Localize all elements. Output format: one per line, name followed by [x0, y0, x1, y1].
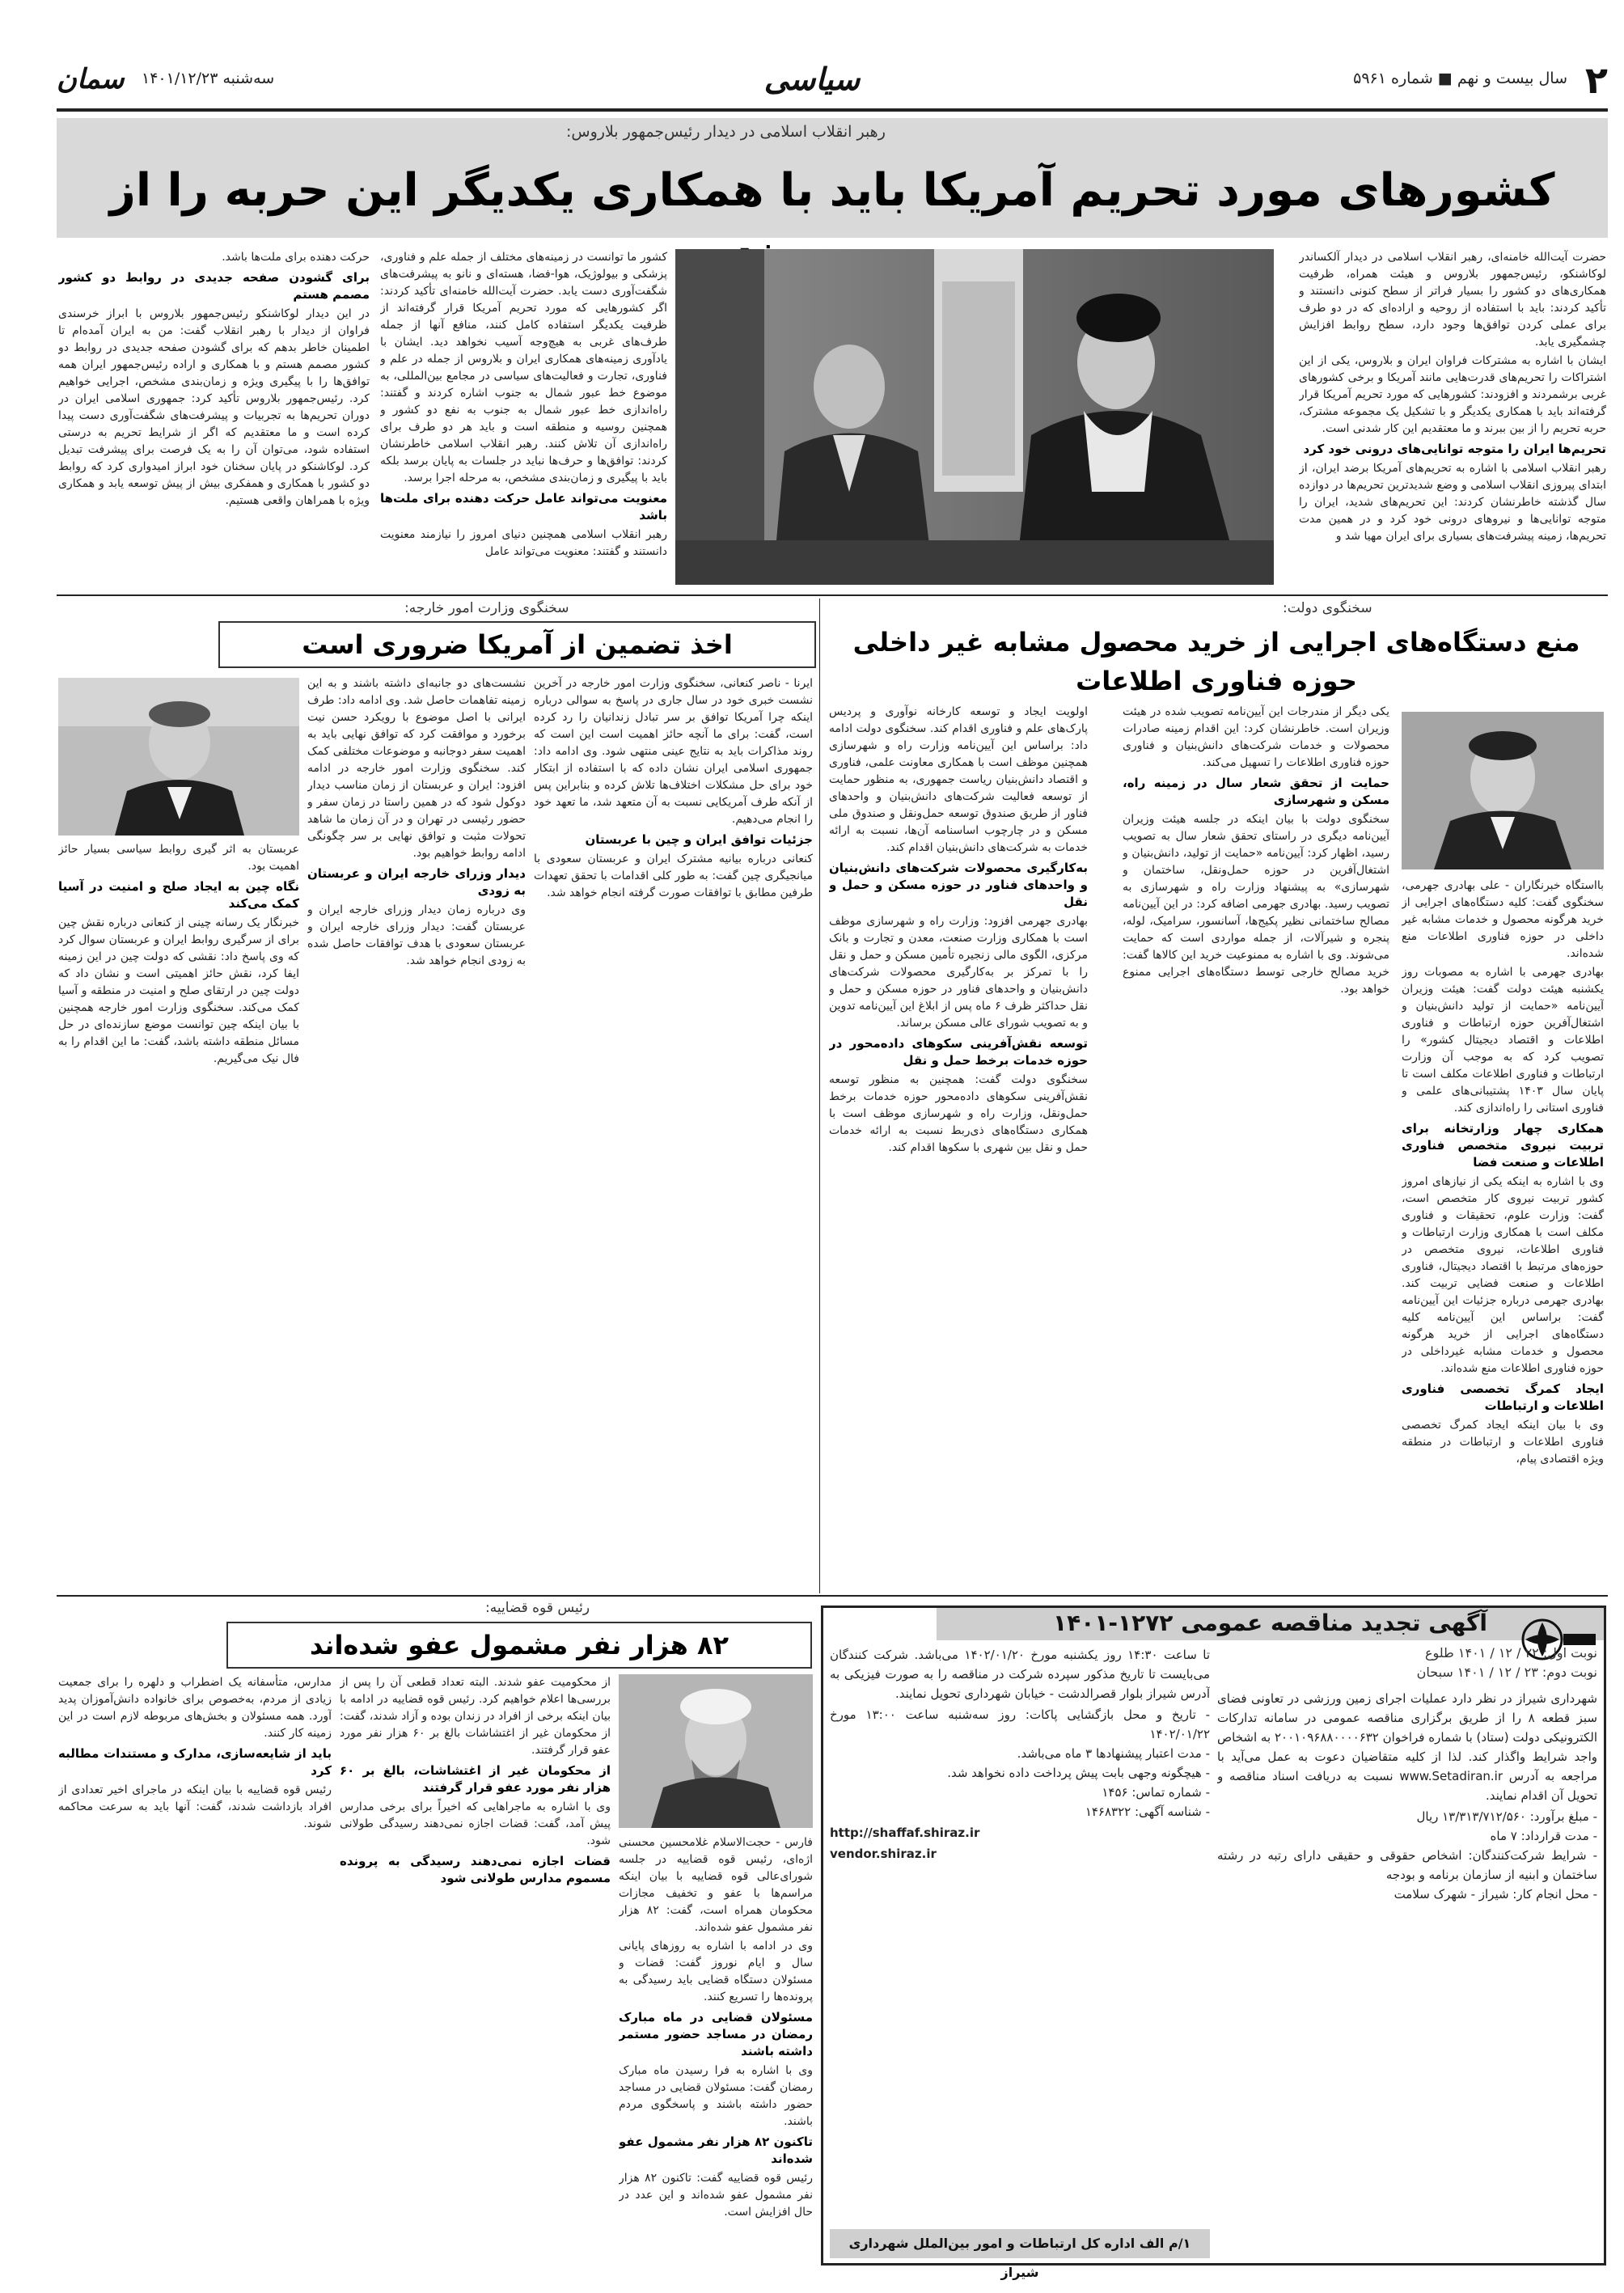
subheading: جزئیات توافق ایران و چین با عربستان [585, 832, 813, 847]
subheading: ایجاد کمرگ تخصصی فناوری اطلاعات و ارتباطات [1402, 1381, 1604, 1413]
subheading: باید از شایعه‌سازی، مدارک و مستندات مطالبه کرد [58, 1746, 332, 1778]
spokesman-col-b [1123, 704, 1389, 1589]
judiciary-col-b [340, 1674, 611, 2261]
paragraph: ایشان با اشاره به مشترکات فراوان ایران و بلاروس، یکی از این اشتراکات را تحریم‌های قدرت‌هایی مانند آمریکا و برخی کشورهای غربی برشمردند و افزودند: کشورهایی که مورد تحریم آمریکا قرار گرفته‌اند باید با همکاری یکدیگر و با تشکیل یک مجموعه مشترک، حربه تحریم را از بین ببرند و ما معتقدیم این کار شدنی است. [1299, 354, 1606, 435]
headline-line: منع دستگاه‌های اجرایی از خرید محصول مشابه غیر داخلی [852, 627, 1580, 658]
paragraph: مدارس، متأسفانه یک اضطراب و دلهره را برای جمعیت زیادی از مردم، به‌خصوص برای خانواده دانش‌آموزان پدید آورد. همه مسئولان و بخش‌های مربوطه لازم است در این زمینه کار کنند. [58, 1676, 332, 1740]
foreign-col-a [534, 675, 813, 1589]
subheading: توسعه نقش‌آفرینی سکوهای داده‌محور در حوزه خدمات برخط حمل و نقل [829, 1036, 1088, 1068]
paragraph: وی در ادامه با اشاره به روزهای پایانی سال و ایام نوروز گفت: قضات و مسئولان دستگاه قضایی باید رسیدگی به پرونده‌ها را تسریع کنند. [619, 1940, 813, 2003]
ad-col-right [1217, 1689, 1597, 2255]
paragraph: شهرداری شیراز در نظر دارد عملیات اجرای زمین ورزشی در تعاونی فضای سبز قطعه ۸ را از طریق برگزاری مناقصه عمومی در سامانه تدارکات الکترونیکی دولت (ستاد) با شماره فراخوان ۲۰۰۱۰۹۶۸۸۰۰۰۰۶۳۲ به اشخاص واجد شرایط واگذار کند. لذا از کلیه متقاضیان دعوت به عمل می‌آید با مراجعه به آدرس www.Setadiran.ir نسبت به دریافت اسناد مناقصه و تحویل آن اقدام نمایند. [1217, 1691, 1597, 1803]
section-divider [57, 1595, 1608, 1597]
paragraph: حضرت آیت‌الله خامنه‌ای، رهبر انقلاب اسلامی در دیدار آلکساندر لوکاشنکو، رئیس‌جمهور بلاروس و هیئت همراه، ظرفیت همکاری‌های دو کشور را بسیار فراتر از سطح کنونی دانستند و تأکید کردند: باید با استفاده از روحیه و اراده‌ای که در دو طرف برای عملی کردن توافق‌ها وجود دارد، سطح روابط افزایش چشمگیری یابد. [1299, 251, 1606, 349]
ad-items: - مبلغ برآورد: ۱۳/۳۱۳/۷۱۲/۵۶۰ ریال - مدت قرارداد: ۷ ماه - شرایط شرکت‌کنندگان: اشخاص حقوقی و حقیقی دارای رتبه در رشته ساختمان و ابنیه از سازمان برنامه و بودجه - محل انجام کار: شیراز - شهرک سلامت [1217, 1809, 1597, 1902]
ad-col-left [830, 1645, 1210, 2195]
subheading: دیدار وزرای خارجه ایران و عربستان به زودی [307, 866, 526, 898]
newspaper-logo: سمان [57, 63, 125, 95]
paragraph: عربستان به اثر گیری روابط سیاسی بسیار حائز اهمیت بود. [58, 843, 299, 873]
paragraph: خبرنگار یک رسانه چینی از کنعانی درباره نقش چین برای از سرگیری روابط ایران و عربستان سوال کرد که وی پاسخ داد: نقشی که دولت چین در این زمینه ایفا کرد، نقش حائز اهمیتی است و نشان داد که دولت چین در ارتقای صلح و امنیت در منطقه و آسیا کمک می‌کند. سخنگوی وزارت امور خارجه همچنین با بیان اینکه چین توانست موضع سازنده‌ای در حل مسائل منطقه داشته باشد، گفت: ما این اقدام را به فال نیک می‌گیریم. [58, 916, 299, 1065]
section-title: سیاسی [763, 61, 861, 97]
ad-url-link[interactable]: vendor.shiraz.ir [830, 1847, 937, 1861]
ad-footer-text: اداره کل ارتباطات و امور بین‌الملل شهرداری شیراز [848, 2236, 1136, 2280]
top-article-kicker: رهبر انقلاب اسلامی در دیدار رئیس‌جمهور بلاروس: [566, 123, 886, 141]
spokesman-headline [833, 623, 1600, 700]
section-divider [57, 594, 1608, 596]
tender-ad [821, 1606, 1606, 2280]
spokesman-col-c [829, 704, 1088, 1589]
subheading: قضات اجازه نمی‌دهند رسیدگی به پرونده مسموم مدارس طولانی شود [340, 1854, 611, 1885]
issue-info: سال بیست و نهم ■ شماره ۵۹۶۱ [1353, 70, 1567, 87]
page-number: ۲ [1584, 58, 1608, 102]
paragraph: وی درباره زمان دیدار وزرای خارجه ایران و عربستان گفت: دیدار وزرای خارجه ایران و عربستان سعودی با هدف توافقات حاصل شده به زودی انجام خواهد شد. [307, 903, 526, 967]
ad-footer-code: ۱/م الف [1139, 2236, 1191, 2251]
ad-title: آگهی تجدید مناقصه عمومی ۱۲۷۲-۱۴۰۱ [1053, 1610, 1487, 1636]
paragraph: وی با اشاره به اینکه یکی از نیازهای امروز کشور تربیت نیروی کار متخصص است، گفت: وزارت علوم، تحقیقات و فناوری مکلف است با همکاری وزارت ارتباطات و فناوری اطلاعات، نیروی متخصص در حوزه‌های مرتبط با اقتصاد دیجیتال، فناوری اطلاعات و صنعت فضایی تربیت کند. بهادری جهرمی درباره جزئیات این آیین‌نامه گفت: براساس این آیین‌نامه کلیه دستگاه‌های اجرایی از خرید هرگونه محصول و خدمات مشابه غیرداخلی در حوزه فناوری اطلاعات منع شده‌اند. [1402, 1175, 1604, 1375]
judiciary-col-c [58, 1674, 332, 2261]
issue-date: سه‌شنبه ۱۴۰۱/۱۲/۲۳ [142, 70, 275, 87]
top-article-headline: کشورهای مورد تحریم آمریکا باید با همکاری یکدیگر این حربه را از [109, 164, 1555, 217]
ad-items: - تاریخ و محل بازگشایی پاکات: روز سه‌شنبه ساعت ۱۳:۰۰ مورخ ۱۴۰۲/۰۱/۲۲ - مدت اعتبار پیشنهادها ۳ ماه می‌باشد. - هیچگونه وجهی بابت پیش پرداخت داده نخواهد شد. - شماره تماس: ۱۴۵۶ - شناسه آگهی: ۱۴۶۸۳۲۲ [830, 1707, 1210, 1819]
paragraph: سخنگوی دولت با بیان اینکه در جلسه هیئت وزیران آیین‌نامه دیگری در راستای تحقق شعار سال به تصویب رسید، اظهار کرد: آیین‌نامه «حمایت از تولید، دانش‌بنیان و اشتغال‌آفرین در حوزه حمل‌ونقل، ساختمان و شهرسازی» به پیشنهاد وزارت راه و شهرسازی به تصویب رسید. بهادری جهرمی اضافه کرد: در این آیین‌نامه مصالح ساختمانی نظیر پکیج‌ها، آسانسور، سرامیک، لوله، پنجره و شیرآلات، از جمله مواردی است که حمایت می‌شوند. وی با اشاره به ممنوعیت خرید این کالاها گفت: خرید مصالح خارجی توسط دستگاه‌های اجرایی ممنوع خواهد بود. [1123, 813, 1389, 996]
paragraph: سخنگوی دولت گفت: همچنین به منظور توسعه نقش‌آفرینی سکوهای داده‌محور حوزه خدمات برخط حمل‌ونقل، وزارت راه و شهرسازی موظف است با همکاری دستگاه‌های ذی‌ربط نسبت به ارائه خدمات حمل و نقل بین شهری با سکوها اقدام کند. [829, 1073, 1088, 1154]
spokesman-photo [1402, 712, 1604, 869]
paragraph: تا ساعت ۱۴:۳۰ روز یکشنبه مورخ ۱۴۰۲/۰۱/۲۰ می‌باشد. شرکت کنندگان می‌بایست تا تاریخ مذکور سپرده شرکت در مناقصه را به صورت فیزیکی به آدرس شیراز بلوار قصرالدشت - خیابان شهرداری تحویل نمایند. [830, 1648, 1210, 1701]
subheading: مسئولان قضایی در ماه مبارک رمضان در مساجد حضور مستمر داشته باشند [619, 2010, 813, 2058]
top-article-col-mid [380, 249, 667, 589]
subheading: معنویت می‌تواند عامل حرکت دهنده برای ملت‌ها باشد [380, 491, 667, 522]
spokesman-col-a [1402, 878, 1604, 1589]
judiciary-kicker: رئیس قوه قضاییه: [485, 1600, 590, 1616]
judiciary-chief-photo [619, 1674, 813, 1828]
ad-turn-2: نوبت دوم: ۲۳ / ۱۲ / ۱۴۰۱ سبحان [1416, 1665, 1597, 1680]
paragraph: وی با اشاره به فرا رسیدن ماه مبارک رمضان گفت: مسئولان قضایی در مساجد حضور داشته باشند و پاسخگوی مردم باشند. [619, 2064, 813, 2128]
paragraph: کنعانی درباره بیانیه مشترک ایران و عربستان سعودی با میانجیگری چین گفت: به طور کلی اقدامات با تحقق تعهدات طرفین مطابق با توافقات صورت گرفته انجام خواهد شد. [534, 852, 813, 899]
leaders-meeting-photo [675, 249, 1274, 585]
subheading: تحریم‌ها ایران را متوجه توانایی‌های درونی خود کرد [1303, 442, 1606, 456]
judiciary-col-a [619, 1834, 813, 2259]
paragraph: فارس - حجت‌الاسلام غلامحسین محسنی اژه‌ای، رئیس قوه قضاییه در جلسه شورای‌عالی قوه قضاییه با بیان اینکه مراسم‌ها با عفو و تخفیف مجازات محکومان همراه است، گفت: ۸۲ هزار نفر مشمول عفو شده‌اند. [619, 1836, 813, 1934]
ad-turn-1: نوبت اول: ۲۲ / ۱۲ / ۱۴۰۱ طلوع [1424, 1645, 1597, 1661]
foreign-kicker: سخنگوی وزارت امور خارجه: [404, 600, 569, 616]
headline-line: حوزه فناوری اطلاعات [1076, 666, 1357, 696]
paragraph: نشست‌های دو جانبه‌ای داشته باشند و به این زمینه تفاهمات حاصل شد. وی ادامه داد: طرف ایرانی با اصل موضوع با رویکرد حسن نیت برخورد و موافقت کرد که توافق نهایی باید به اهمیت سفر دوجانبه و موضوعات مختلفی کمک کند. سخنگوی وزارت امور خارجه در ادامه افزود: ایران و عربستان از زمان مناسب دیدار دوکول شود که در همین راستا در زمان سفر و حضور رئیسی در تهران و در آن زمان ما شاهد تحولات مثبت و توافق نهایی بر سر چگونگی ادامه روابط خواهیم بود. [307, 677, 526, 860]
subheading: همکاری چهار وزارتخانه برای تربیت نیروی متخصص فناوری اطلاعات و صنعت فضا [1402, 1121, 1604, 1170]
paragraph: در این دیدار لوکاشنکو رئیس‌جمهور بلاروس با ابراز خرسندی فراوان از دیدار با رهبر انقلاب گفت: من به ایران آمده‌ام تا اطمینان خاطر بدهم که برای گشودن صفحه جدیدی در روابط دو کشور مصمم هستم و با همکاری و اراده رئیس‌جمهور ایران همه توافق‌ها را با پیگیری ویژه و زمان‌بندی مشخص، اجرایی خواهیم کرد. رئیس‌جمهور بلاروس تأکید کرد: جمهوری اسلامی ایران در دوران تحریم‌ها به تجربیات و پیشرفت‌های شگفت‌آوری دست پیدا کرده است و ما معتقدیم که اگر از شرایط تحریم به درستی استفاده شود، می‌توان آن را به یک فرصت برای پیشرفت تبدیل کرد. لوکاشنکو در پایان سخنان خود ابراز امیدواری کرد که روابط دو کشور با همکاری و همفکری بیش از پیش توسعه یابد و همکاری ویژه با همراهان واقعی هستیم. [58, 307, 370, 507]
foreign-headline: اخذ تضمین از آمریکا ضروری است [218, 621, 816, 668]
paragraph: یکی دیگر از مندرجات این آیین‌نامه تصویب شده در هیئت وزیران است. خاطرنشان کرد: این اقدام زمینه صادرات محصولات و خدمات شرکت‌های دانش‌بنیان و فناوری حوزه فناوری اطلاعات را تسهیل می‌کند. [1123, 705, 1389, 769]
ad-url-link[interactable]: http://shaffaf.shiraz.ir [830, 1826, 980, 1840]
foreign-col-c [58, 841, 299, 1589]
paragraph: رهبر انقلاب اسلامی با اشاره به تحریم‌های آمریکا برضد ایران، از ابتدای پیروزی انقلاب اسلامی و وضع شدیدترین تحریم‌ها در دوازده سال گذشته خاطرنشان کردند: این تحریم‌های شدید، ایران را متوجه توانایی‌ها و نیروهای درونی خود کرد و در همین مدت تحریم‌ها، زمینه پیشرفت‌های بسیاری برای ایران مهیا شد و [1299, 462, 1606, 543]
paragraph: اولویت ایجاد و توسعه کارخانه نوآوری و پردیس پارک‌های علم و فناوری اقدام کند. سخنگوی دولت ادامه داد: براساس این آیین‌نامه وزارت راه و شهرسازی همچنین موظف است با همکاری معاونت علمی، فناوری و اقتصاد دانش‌بنیان ریاست جمهوری، به منظور حمایت از توسعه فعالیت شرکت‌های دانش‌بنیان و واحدهای فناور از طریق صندوق توسعه حمل‌ونقل و صندوق ملی مسکن و در چارچوب اساسنامه آن‌ها، نسبت به ارائه خدمات به شرکت‌های دانش‌بنیان اقدام کند. [829, 705, 1088, 854]
foreign-spokesman-photo [58, 678, 299, 836]
paragraph: حرکت دهنده برای ملت‌ها باشد. [222, 251, 370, 264]
foreign-col-b [307, 675, 526, 1589]
paragraph: وی با اشاره به ماجراهایی که اخیراً برای برخی مدارس پیش آمد، گفت: قضات اجازه نمی‌دهند رسیدگی طولانی شود. [340, 1800, 611, 1847]
paragraph: رهبر انقلاب اسلامی همچنین دنیای امروز را نیازمند معنویت دانستند و گفتند: معنویت می‌تواند عامل [380, 528, 667, 558]
paragraph: وی با بیان اینکه ایجاد کمرگ تخصصی فناوری اطلاعات و ارتباطات در منطقه ویژه اقتصادی پیام، [1402, 1419, 1604, 1466]
paragraph: رئیس قوه قضاییه گفت: تاکنون ۸۲ هزار نفر مشمول عفو شده‌اند و این عدد در حال افزایش است. [619, 2172, 813, 2219]
subheading: به‌کارگیری محصولات شرکت‌های دانش‌بنیان و واحدهای فناور در حوزه مسکن و حمل و نقل [829, 861, 1088, 909]
paragraph: کشور ما توانست در زمینه‌های مختلف از جمله علم و فناوری، پزشکی و بیولوژیک، هوا-فضا، هسته‌ای و نانو به پیشرفت‌های شگفت‌آوری دست یابد. حضرت آیت‌الله خامنه‌ای تأکید کردند: اگر کشورهایی که مورد تحریم آمریکا قرار گرفته‌اند از ظرفیت یکدیگر استفاده کامل کنند، منافع آنها از جمله طرف‌های غربی به هیچ‌وجه آسیب نخواهد دید. ایشان با یادآوری زمینه‌های همکاری ایران و بلاروس از جمله در علم و فناوری، تجارت و فعالیت‌های سیاسی در مجامع بین‌المللی، به موضوع خط عبور شمال به جنوب اشاره کردند و گفتند: راه‌اندازی خط عبور شمال به جنوب به نفع دو کشور و همچنین روسیه و منطقه است و باید هر دو طرف برای راه‌اندازی آن تلاش کنند. رهبر انقلاب اسلامی خاطرنشان کردند: توافق‌ها و حرف‌ها نباید در جلسات به پایان برسد بلکه باید با پیگیری و زمان‌بندی مشخص، به مرحله اجرا برسد. [380, 251, 667, 484]
subheading: از محکومان غیر از اغتشاشات، بالغ بر ۶۰ هزار نفر مورد عفو قرار گرفتند [340, 1763, 611, 1795]
paragraph: بهادری جهرمی افزود: وزارت راه و شهرسازی موظف است با همکاری وزارت صنعت، معدن و تجارت و بانک مرکزی، الگوی مالی زنجیره تأمین مسکن و حمل و نقل را با تمرکز بر به‌کارگیری محصولات شرکت‌های دانش‌بنیان و واحدهای فناور در حوزه مسکن و حمل و نقل حداکثر ظرف ۶ ماه پس از ابلاغ این آیین‌نامه تدوین و به تصویب شورای عالی مسکن برساند. [829, 915, 1088, 1030]
top-article-col-left [58, 249, 370, 589]
subheading: حمایت از تحقق شعار سال در زمینه راه، مسکن و شهرسازی [1123, 776, 1389, 807]
judiciary-headline: ۸۲ هزار نفر مشمول عفو شده‌اند [226, 1622, 812, 1669]
column-divider [819, 599, 820, 1593]
paragraph: ایرنا - ناصر کنعانی، سخنگوی وزارت امور خارجه در آخرین نشست خبری خود در سال جاری در پاسخ به سوالی درباره اینکه چرا آمریکا توافق بر سر تبادل زندانیان را رد کرده است، گفت: برای ما آنچه حائز اهمیت است این است که روند مذاکرات باید به نتایج عینی منتهی شود. وی ادامه داد: جمهوری اسلامی ایران نشان داده که با استفاده از ابتکار خود برای حل مشکلات اختلاف‌ها تلاش کرده و بنابراین پس از آنکه طرف آمریکایی نسبت به آن متعهد شد، ما تعهد خود را انجام می‌دهیم. [534, 677, 813, 826]
subheading: نگاه چین به ایجاد صلح و امنیت در آسیا کمک می‌کند [58, 879, 299, 911]
top-article-col-right [1299, 249, 1606, 589]
paragraph: بااستگاه خبرنگاران - علی بهادری جهرمی، سخنگوی گفت: کلیه دستگاه‌های اجرایی از خرید هرگونه محصول و خدمات مشابه غیر داخلی در حوزه فناوری اطلاعات منع شده‌اند. [1402, 879, 1604, 960]
paragraph: رئیس قوه قضاییه با بیان اینکه در ماجرای اخیر تعدادی از افراد بازداشت شدند، گفت: آنها باید به سرعت محاکمه شوند. [58, 1783, 332, 1830]
ad-footer [830, 2229, 1210, 2280]
header-rule [57, 108, 1608, 112]
paragraph: از محکومیت عفو شدند. البته تعداد قطعی آن را پس از بررسی‌ها اعلام خواهیم کرد. رئیس قوه قضاییه در ادامه با بیان اینکه برخی از افراد در زندان بوده و آزاد شدند، گفت: از محکومان غیر از اغتشاشات بالغ بر ۶۰ هزار نفر مورد عفو قرار گرفتند. [340, 1676, 611, 1757]
spokesman-kicker: سخنگوی دولت: [1283, 600, 1372, 616]
subheading: تاکنون ۸۲ هزار نفر مشمول عفو شده‌اند [619, 2134, 813, 2166]
paragraph: بهادری جهرمی با اشاره به مصوبات روز یکشنبه هیئت دولت گفت: هیئت وزیران آیین‌نامه «حمایت از تولید دانش‌بنیان و اشتغال‌آفرین حوزه ارتباطات و فناوری اطلاعات و اقتصاد دیجیتال کشور» را تصویب کرد که به موجب آن وزارت ارتباطات و فناوری اطلاعات مکلف است تا پایان سال ۱۴۰۳ پشتیبانی‌های علمی و فناوری استانی را راه‌اندازی کند. [1402, 966, 1604, 1115]
subheading: برای گشودن صفحه جدیدی در روابط دو کشور مصمم هستم [58, 270, 370, 302]
